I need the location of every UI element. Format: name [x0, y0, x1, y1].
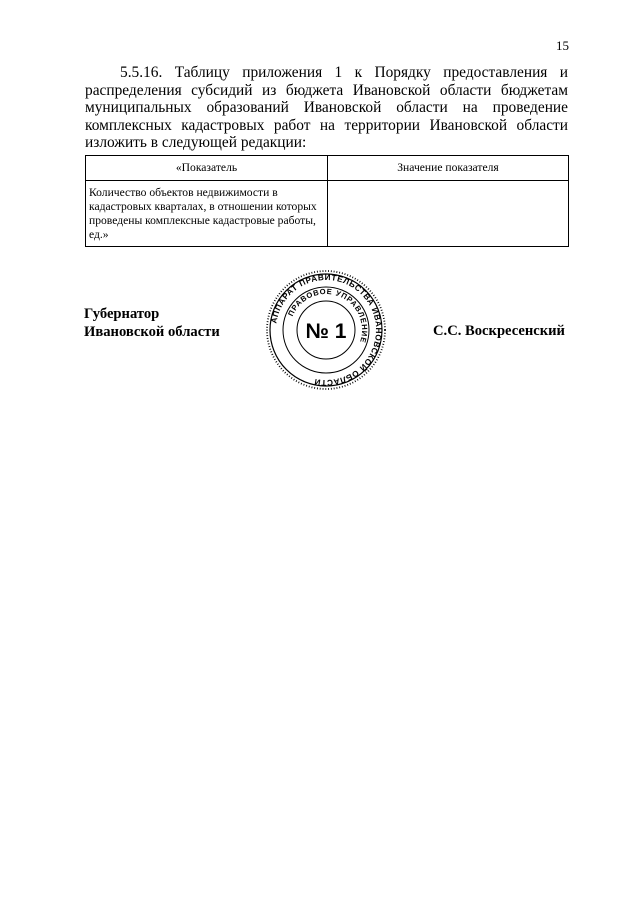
signatory-position-line1: Губернатор	[84, 306, 160, 322]
signatory-name: С.С. Воскресенский	[433, 323, 565, 339]
table-header-row	[86, 156, 569, 181]
indicator-value-cell	[328, 181, 569, 247]
indicator-name-cell: Количество объектов недвижимости в кадастровых кварталах, в отношении которых проведены комплексные кадастровые работы, ед.»	[86, 181, 328, 247]
stamp-inner-text: ПРАВОВОЕ УПРАВЛЕНИЕ	[286, 286, 370, 345]
table-header-indicator: «Показатель	[86, 156, 328, 181]
indicator-table	[85, 155, 569, 247]
amendment-paragraph: 5.5.16. Таблицу приложения 1 к Порядку предоставления и распределения субсидий из бюджета Ивановской области бюджетам муниципальных образований Ивановской области на проведение комплексных кадастровых работ на территории Ивановской области изложить в следующей редакции:	[85, 64, 568, 151]
official-stamp	[265, 269, 387, 391]
signatory-position-line2: Ивановской области	[84, 323, 220, 340]
page-number: 15	[556, 38, 569, 53]
table-row	[86, 181, 569, 247]
signatory-position	[84, 306, 220, 341]
stamp-number: № 1	[305, 320, 347, 343]
stamp-outer-text: АППАРАТ ПРАВИТЕЛЬСТВА ИВАНОВСКОЙ ОБЛАСТИ	[269, 272, 384, 388]
table-header-value: Значение показателя	[328, 156, 569, 181]
